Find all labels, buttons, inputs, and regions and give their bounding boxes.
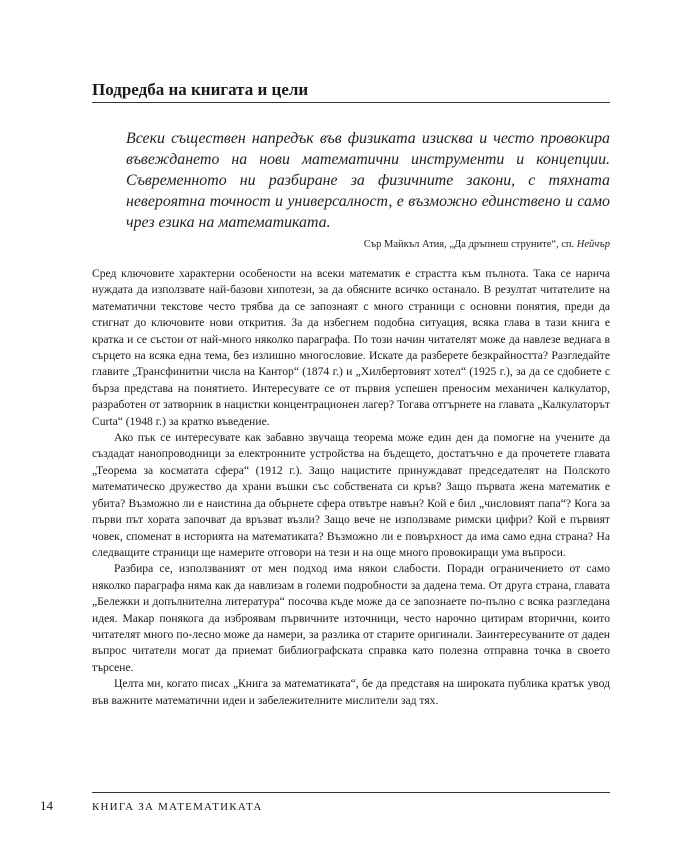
attribution-journal: Нейчър xyxy=(576,239,610,250)
body-paragraph: Целта ми, когато писах „Книга за математиката“, бе да представя на широката публика кратък увод във важните математични идеи и забележителните мислители зад тях. xyxy=(92,677,610,707)
epigraph-attribution xyxy=(280,238,610,252)
epigraph-quote: Всеки съществен напредък във физиката изисква и често провокира въвеждането на нови математични инструменти и концепции. Съвременното ни разбиране за физичните закони, с тяхната невероятна точност и универсалност, е възможно единствено и само чрез езика на математиката. xyxy=(126,130,610,231)
body-text xyxy=(92,266,610,709)
heading-rule xyxy=(92,102,610,103)
attribution-author: Сър Майкъл Атия, „Да дръпнеш струните“, сп. xyxy=(363,239,577,250)
footer-rule xyxy=(92,792,610,793)
body-paragraph: Ако пък се интересувате как забавно звучаща теорема може един ден да помогне на учените да създадат нанопроводници за електронните устройства на бъдещето, достатъчно е да прочетете главата „Теорема за косматата сфера“ (1912 г.). Защо нацистите принуждават председателят на Полското математическо дружество да храни въшки със собствената си кръв? Защо първата жена математик е убита? Възможно ли е наистина да обърнете сфера отвътре навън? Кой е бил „числовият папа“? Кога за първи път хората започват да връзват възли? Защо вече не използваме римски цифри? Кой е първият човек, споменат в историята на математиката? Възможно ли е повърхност да има само една страна? На следващите страници ще намерите отговори на тези и на още много провокиращи ума въпроси. xyxy=(92,431,610,559)
running-head: КНИГА ЗА МАТЕМАТИКАТА xyxy=(92,801,263,813)
body-paragraph: Разбира се, използваният от мен подход има някои слабости. Поради ограничението от само няколко параграфа няма как да навлизам в големи подробности за дадена тема. От друга страна, главата „Бележки и допълнителна литература“ посочва къде може да се запознаете по-пълно с всяка разгледана идея. Макар понякога да изброявам първичните източници, често нарочно цитирам вторични, които читателят много по-лесно може да намери, за разлика от старите оригинали. Заинтересуваните от даден въпрос читатели могат да приемат библиографската справка като полезна отправна точка в своето търсене. xyxy=(92,562,610,674)
body-paragraph: Сред ключовите характерни особености на всеки математик е страстта към пълнота. Така се нарича нуждата да използвате най-базови хипотези, за да обясните всичко останало. В резултат читателите на математични текстове често трябва да се запознаят с много страници с основни понятия, преди да стигнат до ключовите нови открития. За да избегнем подобна ситуация, всяка глава в тази книга е кратка и се състои от най-много няколко параграфа. По този начин читателят може да навлезе веднага в сърцето на всяка една тема, без излишно многословие. Искате да разберете безкрайността? Разгледайте главите „Трансфинитни числа на Кантор“ (1874 г.) и „Хилбертовият хотел“ (1925 г.), за да се сдобиете с бърза представа на понятието. Интересувате се от първия успешен преносим механичен калкулатор, разработен от затворник в нацистки концентрационен лагер? Тогава отгърнете на главата „Калкулаторът Curta“ (1948 г.) за кратко въведение. xyxy=(92,267,610,428)
page-number: 14 xyxy=(40,798,53,813)
section-heading: Подредба на книгата и цели xyxy=(92,80,309,99)
